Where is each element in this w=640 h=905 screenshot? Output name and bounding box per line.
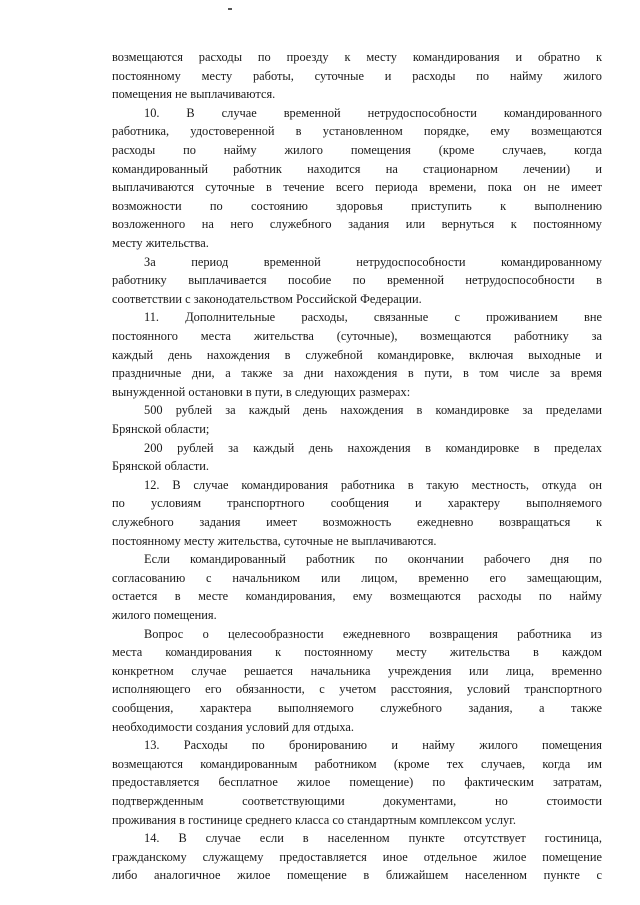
text-line: постоянному месту жительства, суточные не выплачиваются.	[112, 533, 437, 548]
text-line: Вопрос о целесообразности ежедневного возвращения работника из	[144, 626, 602, 641]
text-line: постоянному месту работы, суточные и расходы по найму жилого	[112, 68, 602, 83]
text-line: выплачиваются суточные в течение всего периода времени, пока он не имеет	[112, 180, 602, 195]
text-line: 200 рублей за каждый день нахождения в командировке в пределах	[144, 440, 602, 455]
text-line: по условиям транспортного сообщения и характеру выполняемого	[112, 496, 602, 511]
text-line: возмещаются расходы по проезду к месту командирования и обратно к	[112, 50, 602, 64]
text-line: каждый день нахождения в служебной командировке, включая выходные и	[112, 347, 602, 362]
text-line: возможности по состоянию здоровья приступить к выполнению	[112, 198, 602, 213]
text-line: командированный работник находится на стационарном лечении) и	[112, 161, 602, 176]
text-line: 12. В случае командирования работника в такую местность, откуда он	[144, 477, 602, 492]
text-line: работнику выплачивается пособие по временной нетрудоспособности в	[112, 273, 602, 288]
text-line: 500 рублей за каждый день нахождения в командировке за пределами	[144, 403, 602, 418]
text-line: предоставляется бесплатное жилое помещение) по фактическим затратам,	[112, 775, 602, 790]
text-line: места командирования к постоянному месту жительства в каждом	[112, 645, 602, 660]
text-line: жилого помещения.	[112, 608, 217, 622]
text-line: конкретном случае решается начальника учреждения или лица, временно	[112, 663, 602, 678]
text-line: работника, удостоверенной в установленном порядке, ему возмещаются	[112, 124, 602, 139]
text-line: подтвержденным соответствующими документами, но стоимости	[112, 794, 602, 808]
text-line: 13. Расходы по бронированию и найму жилого помещения	[144, 738, 602, 753]
text-line: 10. В случае временной нетрудоспособности командированного	[144, 105, 602, 120]
text-line: месту жительства.	[112, 236, 209, 250]
text-line: постоянного места жительства (суточные), возмещаются работнику за	[112, 329, 602, 343]
text-line: сообщения, характера выполняемого служебного задания, а также	[112, 701, 602, 715]
text-line: расходы по найму жилого помещения (кроме случаев, когда	[112, 143, 602, 157]
text-line: либо аналогичное жилое помещение в ближайшем населенном пункте с	[112, 868, 602, 883]
text-line: праздничные дни, а также за дни нахождения в пути, в том числе за время	[112, 366, 602, 381]
text-line: 11. Дополнительные расходы, связанные с проживанием вне	[144, 310, 602, 325]
text-line: помещения не выплачиваются.	[112, 87, 276, 102]
text-line: согласованию с начальником или лицом, временно его замещающим,	[112, 570, 602, 585]
text-line: соответствии с законодательством Российской Федерации.	[112, 291, 422, 306]
text-line: проживания в гостинице среднего класса со стандартным комплексом услуг.	[112, 812, 516, 827]
text-line: Брянской области;	[112, 422, 210, 436]
text-line: необходимости создания условий для отдыха.	[112, 719, 354, 734]
text-line: исполняющего его обязанности, с учетом расстояния, условий транспортного	[112, 682, 602, 697]
text-line: возмещаются командированным работником (кроме тех случаев, когда им	[112, 756, 602, 771]
text-line: вынужденной остановки в пути, в следующих размерах:	[112, 384, 411, 399]
text-line: возложенного на него служебного задания или вернуться к постоянному	[112, 217, 602, 232]
scan-mark	[228, 8, 232, 10]
text-line: За период временной нетрудоспособности командированному	[144, 254, 602, 269]
text-line: служебного задания имеет возможность ежедневно возвращаться к	[112, 515, 602, 529]
text-line: Брянской области.	[112, 459, 209, 474]
text-line: Если командированный работник по окончании рабочего дня по	[144, 552, 602, 567]
text-line: 14. В случае если в населенном пункте отсутствует гостиница,	[144, 831, 602, 846]
text-line: гражданскому служащему предоставляется иное отдельное жилое помещение	[112, 849, 602, 864]
text-line: остается в месте командирования, ему возмещаются расходы по найму	[112, 589, 602, 604]
